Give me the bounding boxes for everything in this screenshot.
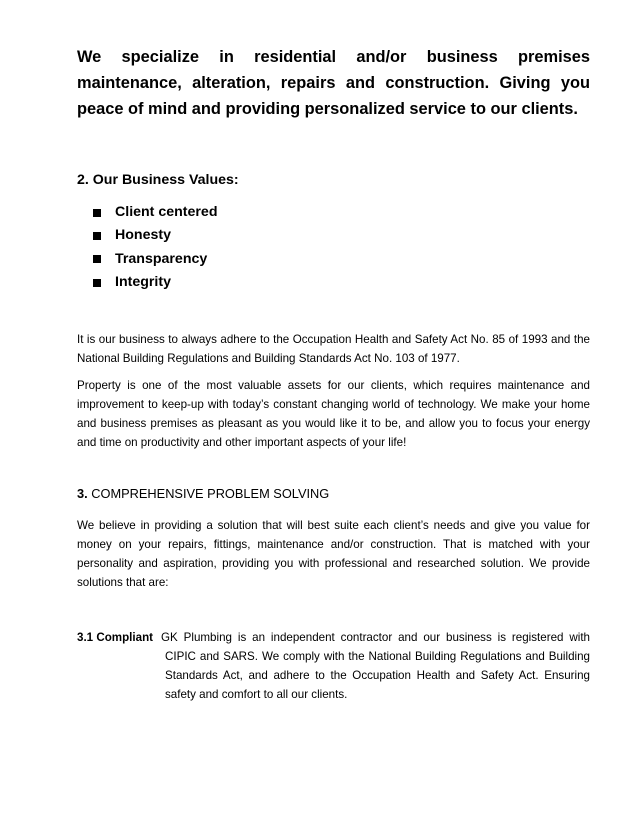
intro-paragraph: We specialize in residential and/or business premises maintenance, alteration, repairs and construction. Giving you peace of mind and providing personalized service to our clients. [77, 48, 590, 118]
business-values-heading: 2. Our Business Values: [77, 172, 239, 188]
list-item: Transparency [93, 248, 218, 271]
property-value-paragraph: Property is one of the most valuable assets for our clients, which requires maintenance and improvement to keep-up with today’s constant changing world of technology. We make your home and business premises as pleasant as you would like it to be, and allow you to focus your energy and time on productivity and other important aspects of your life! [77, 379, 590, 449]
compliance-acts-paragraph: It is our business to always adhere to the Occupation Health and Safety Act No. 85 of 1993 and the National Building Regulations and Building Standards Act No. 103 of 1977. [77, 333, 590, 365]
problem-solving-heading [77, 485, 329, 503]
compliant-text: GK Plumbing is an independent contractor and our business is registered with CIPIC and SARS. We comply with the National Building Regulations and Building Standards Act, and adhere to the Occupation Health and Safety Act. Ensuring safety and comfort to all our clients. [161, 631, 590, 701]
square-bullet-icon [93, 279, 101, 287]
square-bullet-icon [93, 255, 101, 263]
section-title: COMPREHENSIVE PROBLEM SOLVING [91, 486, 330, 501]
business-values-list [93, 201, 218, 294]
compliant-section [77, 628, 590, 704]
square-bullet-icon [93, 232, 101, 240]
compliant-label: 3.1 Compliant [77, 631, 154, 644]
list-item: Honesty [93, 224, 218, 247]
square-bullet-icon [93, 209, 101, 217]
list-item: Integrity [93, 271, 218, 294]
list-item: Client centered [93, 201, 218, 224]
problem-solving-paragraph: We believe in providing a solution that will best suite each client’s needs and give you value for money on your repairs, fittings, maintenance and/or construction. That is matched with your personality and aspiration, providing you with professional and researched solution. We provide solutions that are: [77, 519, 590, 589]
section-number: 3. [77, 486, 88, 501]
